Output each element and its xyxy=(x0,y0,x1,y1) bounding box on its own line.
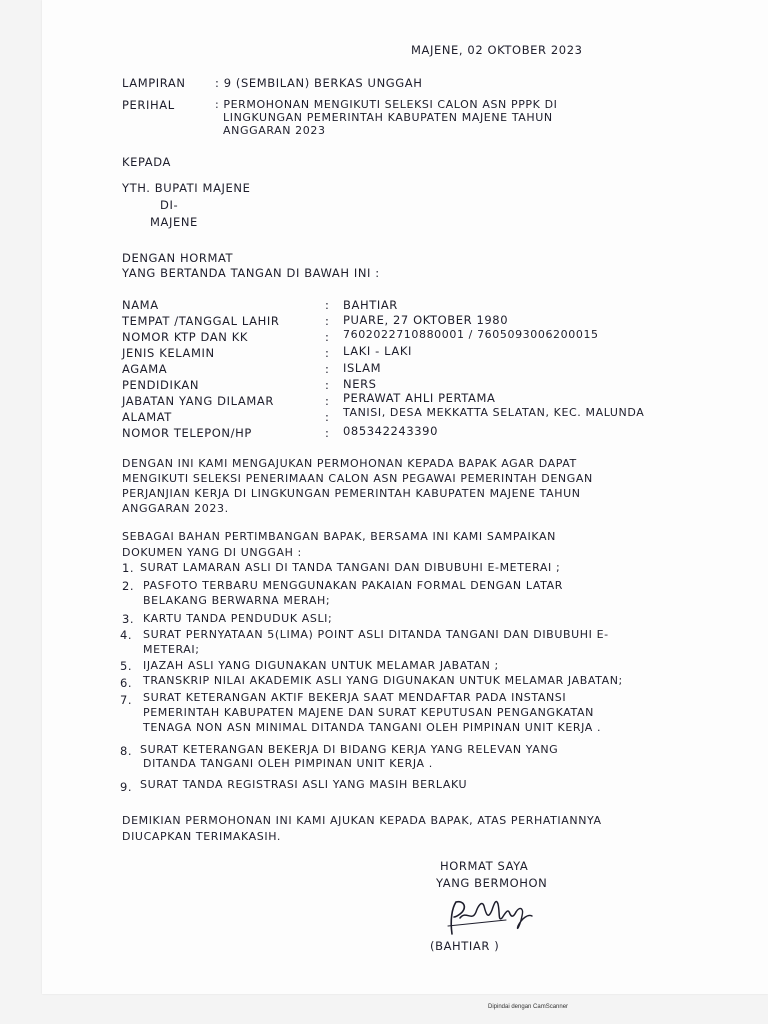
list-number: 6. xyxy=(120,676,133,690)
perihal-line: ANGGARAN 2023 xyxy=(223,124,326,137)
list-item: METERAI; xyxy=(143,643,200,656)
body-line: DENGAN INI KAMI MENGAJUKAN PERMOHONAN KEPADA BAPAK AGAR DAPAT xyxy=(122,457,577,470)
list-item: SURAT LAMARAN ASLI DI TANDA TANGANI DAN DIBUBUHI E-METERAI ; xyxy=(140,561,561,574)
list-number: 3. xyxy=(122,612,135,626)
identity-label: JABATAN YANG DILAMAR xyxy=(122,394,274,408)
identity-label: TEMPAT /TANGGAL LAHIR xyxy=(122,314,280,328)
list-item: TRANSKRIP NILAI AKADEMIK ASLI YANG DIGUNAKAN UNTUK MELAMAR JABATAN; xyxy=(143,674,623,687)
greeting-line: DENGAN HORMAT xyxy=(122,251,234,265)
list-item: KARTU TANDA PENDUDUK ASLI; xyxy=(143,612,333,625)
list-item: TENAGA NON ASN MINIMAL DITANDA TANGANI OLEH PIMPINAN UNIT KERJA . xyxy=(143,721,602,734)
recipient-line: YTH. BUPATI MAJENE xyxy=(122,181,251,195)
identity-value: LAKI - LAKI xyxy=(343,344,413,358)
identity-value: TANISI, DESA MEKKATTA SELATAN, KEC. MALUNDA xyxy=(343,406,645,419)
signatory-name: (BAHTIAR ) xyxy=(430,939,500,953)
letter-date: MAJENE, 02 OKTOBER 2023 xyxy=(411,43,583,57)
lampiran-value: : 9 (SEMBILAN) BERKAS UNGGAH xyxy=(215,76,423,90)
list-item: BELAKANG BERWARNA MERAH; xyxy=(143,594,331,607)
identity-value: 085342243390 xyxy=(343,424,438,438)
identity-label: NAMA xyxy=(122,298,159,312)
identity-value: 7602022710880001 / 7605093006200015 xyxy=(343,328,599,341)
list-item: SURAT PERNYATAAN 5(LIMA) POINT ASLI DITANDA TANGANI DAN DIBUBUHI E- xyxy=(143,628,609,641)
identity-separator: : xyxy=(325,346,330,360)
identity-separator: : xyxy=(325,362,330,376)
recipient-line: MAJENE xyxy=(150,215,198,229)
scanner-watermark: Dipindai dengan CamScanner xyxy=(488,1004,569,1010)
lampiran-label: LAMPIRAN xyxy=(122,76,186,90)
identity-label: JENIS KELAMIN xyxy=(122,346,215,360)
identity-value: ISLAM xyxy=(343,361,382,375)
kepada-label: KEPADA xyxy=(122,155,171,169)
list-item: SURAT KETERANGAN AKTIF BEKERJA SAAT MENDAFTAR PADA INSTANSI xyxy=(143,691,567,704)
perihal-line: LINGKUNGAN PEMERINTAH KABUPATEN MAJENE TAHUN xyxy=(223,111,553,124)
identity-label: NOMOR KTP DAN KK xyxy=(122,330,248,344)
identity-label: AGAMA xyxy=(122,362,168,376)
identity-value: PERAWAT AHLI PERTAMA xyxy=(343,391,496,405)
list-number: 9. xyxy=(120,780,133,794)
signoff-line: HORMAT SAYA xyxy=(440,859,529,873)
body-line: MENGIKUTI SELEKSI PENERIMAAN CALON ASN PEGAWAI PEMERINTAH DENGAN xyxy=(122,472,593,485)
closing-line: DIUCAPKAN TERIMAKASIH. xyxy=(122,830,281,843)
list-item: PASFOTO TERBARU MENGGUNAKAN PAKAIAN FORMAL DENGAN LATAR xyxy=(143,579,563,592)
list-number: 1. xyxy=(122,561,135,575)
identity-separator: : xyxy=(325,426,330,440)
identity-value: BAHTIAR xyxy=(343,298,398,312)
identity-separator: : xyxy=(325,330,330,344)
identity-separator: : xyxy=(325,314,330,328)
list-number: 8. xyxy=(120,744,133,758)
list-number: 5. xyxy=(120,659,133,673)
list-number: 4. xyxy=(120,628,133,642)
greeting-line: YANG BERTANDA TANGAN DI BAWAH INI : xyxy=(122,266,380,280)
perihal-label: PERIHAL xyxy=(122,98,175,112)
list-item: PEMERINTAH KABUPATEN MAJENE DAN SURAT KEPUTUSAN PENGANGKATAN xyxy=(143,706,594,719)
body-line: DOKUMEN YANG DI UNGGAH : xyxy=(122,546,302,559)
perihal-line: : PERMOHONAN MENGIKUTI SELEKSI CALON ASN PPPK DI xyxy=(215,98,558,111)
closing-line: DEMIKIAN PERMOHONAN INI KAMI AJUKAN KEPADA BAPAK, ATAS PERHATIANNYA xyxy=(122,814,602,827)
list-item: SURAT KETERANGAN BEKERJA DI BIDANG KERJA YANG RELEVAN YANG xyxy=(140,743,559,756)
body-line: ANGGARAN 2023. xyxy=(122,502,229,515)
identity-separator: : xyxy=(325,410,330,424)
list-item: IJAZAH ASLI YANG DIGUNAKAN UNTUK MELAMAR JABATAN ; xyxy=(143,659,499,672)
body-line: SEBAGAI BAHAN PERTIMBANGAN BAPAK, BERSAMA INI KAMI SAMPAIKAN xyxy=(122,530,556,543)
identity-separator: : xyxy=(325,298,330,312)
identity-label: ALAMAT xyxy=(122,410,172,424)
identity-value: NERS xyxy=(343,377,377,391)
identity-separator: : xyxy=(325,378,330,392)
signoff-line: YANG BERMOHON xyxy=(436,876,548,890)
identity-label: NOMOR TELEPON/HP xyxy=(122,426,252,440)
list-number: 2. xyxy=(122,579,135,593)
recipient-line: DI- xyxy=(160,198,179,212)
identity-label: PENDIDIKAN xyxy=(122,378,200,392)
list-item: SURAT TANDA REGISTRASI ASLI YANG MASIH BERLAKU xyxy=(140,778,468,791)
identity-value: PUARE, 27 OKTOBER 1980 xyxy=(343,313,509,327)
body-line: PERJANJIAN KERJA DI LINGKUNGAN PEMERINTAH KABUPATEN MAJENE TAHUN xyxy=(122,487,581,500)
identity-separator: : xyxy=(325,394,330,408)
handwritten-signature xyxy=(446,896,536,942)
list-item: DITANDA TANGANI OLEH PIMPINAN UNIT KERJA . xyxy=(143,757,433,770)
list-number: 7. xyxy=(120,693,133,707)
